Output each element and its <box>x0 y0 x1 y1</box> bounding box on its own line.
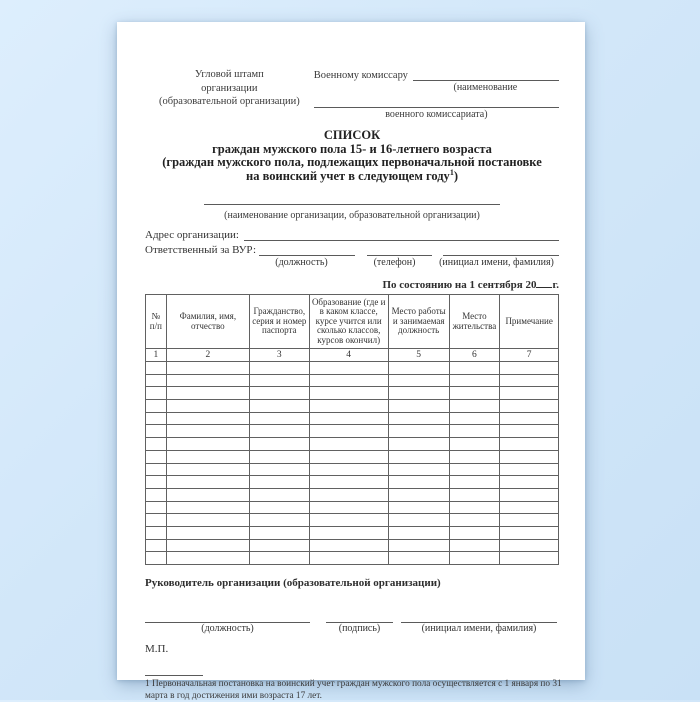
roster-empty-cell <box>166 412 249 425</box>
roster-empty-cell <box>388 552 449 565</box>
roster-empty-cell <box>449 514 500 527</box>
column-number-cell: 5 <box>388 349 449 362</box>
roster-empty-cell <box>500 501 559 514</box>
roster-empty-cell <box>250 501 309 514</box>
signature-sign-caption: (подпись) <box>338 623 381 634</box>
column-number-cell: 6 <box>449 349 500 362</box>
roster-empty-row <box>146 539 559 552</box>
roster-empty-cell <box>309 400 388 413</box>
roster-empty-row <box>146 438 559 451</box>
roster-empty-cell <box>166 374 249 387</box>
roster-empty-row <box>146 526 559 539</box>
roster-empty-cell <box>250 387 309 400</box>
roster-empty-cell <box>250 488 309 501</box>
name-blank <box>443 243 559 256</box>
organization-name-blank <box>204 200 500 205</box>
roster-empty-cell <box>309 387 388 400</box>
roster-empty-cell <box>449 476 500 489</box>
roster-empty-cell <box>250 400 309 413</box>
roster-empty-cell <box>309 450 388 463</box>
roster-empty-cell <box>146 374 167 387</box>
signature-name-field <box>401 610 557 634</box>
roster-head <box>146 295 559 349</box>
roster-empty-cell <box>166 514 249 527</box>
roster-empty-cell <box>250 526 309 539</box>
roster-empty-row <box>146 425 559 438</box>
signature-name-caption: (инициал имени, фамилия) <box>421 623 537 634</box>
roster-empty-cell <box>146 387 167 400</box>
roster-empty-row <box>146 362 559 375</box>
commissar-label: Военному комиссару <box>313 70 408 81</box>
roster-header-row <box>146 295 559 349</box>
stamp-line: (образовательной организации) <box>158 96 300 107</box>
organization-name-caption: (наименование организации, образовательной организации) <box>224 210 480 221</box>
roster-empty-row <box>146 488 559 501</box>
roster-empty-cell <box>500 412 559 425</box>
roster-empty-cell <box>309 362 388 375</box>
roster-empty-row <box>146 450 559 463</box>
roster-empty-row <box>146 501 559 514</box>
column-number-cell: 3 <box>250 349 309 362</box>
roster-empty-cell <box>500 476 559 489</box>
document-title <box>145 129 559 183</box>
name-caption: (инициал имени, фамилия) <box>439 257 554 268</box>
org-fields <box>145 228 559 268</box>
phone-caption: (телефон) <box>373 257 416 268</box>
roster-empty-cell <box>250 539 309 552</box>
as-of-date-line: По состоянию на 1 сентября 20 г. <box>382 279 559 291</box>
roster-empty-cell <box>449 412 500 425</box>
roster-empty-cell <box>250 463 309 476</box>
roster-body <box>146 349 559 565</box>
roster-empty-cell <box>500 488 559 501</box>
roster-empty-row <box>146 412 559 425</box>
signature-position-field <box>145 610 310 634</box>
roster-empty-cell <box>309 476 388 489</box>
roster-empty-cell <box>449 552 500 565</box>
responsible-captions <box>145 257 559 268</box>
signature-name-blank <box>401 610 557 623</box>
roster-empty-cell <box>146 539 167 552</box>
roster-empty-cell <box>309 463 388 476</box>
roster-empty-cell <box>388 425 449 438</box>
address-label: Адрес организации: <box>145 229 239 241</box>
roster-empty-cell <box>250 552 309 565</box>
roster-empty-cell <box>449 400 500 413</box>
roster-empty-cell <box>388 526 449 539</box>
roster-empty-cell <box>146 463 167 476</box>
roster-empty-row <box>146 476 559 489</box>
commissar-block <box>314 68 559 120</box>
roster-empty-cell <box>166 450 249 463</box>
year-blank <box>536 277 552 288</box>
title-line-3: (граждан мужского пола, подлежащих первоначальной постановке <box>162 155 542 169</box>
roster-empty-cell <box>500 374 559 387</box>
roster-empty-cell <box>449 539 500 552</box>
roster-empty-cell <box>388 438 449 451</box>
page-header <box>145 68 559 120</box>
roster-empty-cell <box>166 526 249 539</box>
roster-column-header: Место работы и занимаемая должность <box>388 295 449 349</box>
roster-empty-cell <box>250 450 309 463</box>
roster-empty-cell <box>166 362 249 375</box>
roster-empty-cell <box>166 539 249 552</box>
roster-empty-cell <box>146 412 167 425</box>
roster-empty-cell <box>388 362 449 375</box>
title-line-4: на воинский учет в следующем году$^1$) <box>246 167 458 183</box>
roster-empty-cell <box>309 514 388 527</box>
roster-empty-cell <box>500 514 559 527</box>
roster-empty-cell <box>449 501 500 514</box>
title-line-2: граждан мужского пола 15- и 16-летнего возраста <box>212 141 492 156</box>
signature-sign-blank <box>326 610 393 623</box>
responsible-label: Ответственный за ВУР: <box>145 244 256 256</box>
director-label: Руководитель организации (образовательной организации) <box>145 577 441 589</box>
stamp-line: организации <box>201 82 258 94</box>
roster-empty-cell <box>166 501 249 514</box>
roster-empty-cell <box>250 476 309 489</box>
roster-empty-cell <box>166 387 249 400</box>
footnote-ref: 1 <box>449 167 454 177</box>
phone-blank <box>367 243 432 256</box>
position-caption: (должность) <box>275 257 328 268</box>
column-number-cell: 7 <box>500 349 559 362</box>
roster-empty-cell <box>388 400 449 413</box>
roster-empty-cell <box>388 514 449 527</box>
roster-empty-cell <box>388 450 449 463</box>
roster-empty-cell <box>388 476 449 489</box>
roster-column-header: Гражданство, серия и номер паспорта <box>250 295 309 349</box>
roster-empty-cell <box>250 412 309 425</box>
signature-position-caption: (должность) <box>201 623 254 634</box>
roster-empty-cell <box>388 374 449 387</box>
roster-empty-cell <box>309 438 388 451</box>
signature-row <box>145 610 559 634</box>
roster-empty-cell <box>500 387 559 400</box>
roster-empty-cell <box>388 387 449 400</box>
address-blank <box>244 228 559 241</box>
roster-empty-cell <box>146 450 167 463</box>
roster-empty-cell <box>146 438 167 451</box>
roster-empty-cell <box>146 488 167 501</box>
roster-empty-cell <box>166 476 249 489</box>
roster-empty-cell <box>166 438 249 451</box>
roster-empty-cell <box>250 362 309 375</box>
roster-empty-cell <box>146 362 167 375</box>
roster-empty-cell <box>309 526 388 539</box>
roster-empty-row <box>146 514 559 527</box>
roster-column-header: Место жительства <box>449 295 500 349</box>
stamp-line: Угловой штамп <box>194 69 264 80</box>
roster-empty-row <box>146 552 559 565</box>
roster-empty-cell <box>146 514 167 527</box>
roster-column-header: Фамилия, имя, отчество <box>166 295 249 349</box>
commissar-name-blank <box>413 68 559 81</box>
roster-empty-cell <box>449 374 500 387</box>
roster-empty-cell <box>500 400 559 413</box>
commissariat-blank <box>314 93 559 108</box>
roster-column-header: Примечание <box>500 295 559 349</box>
roster-empty-cell <box>309 539 388 552</box>
roster-empty-cell <box>166 488 249 501</box>
roster-empty-cell <box>250 438 309 451</box>
roster-empty-cell <box>166 400 249 413</box>
signature-position-blank <box>145 610 310 623</box>
roster-empty-cell <box>309 425 388 438</box>
roster-empty-cell <box>500 463 559 476</box>
roster-empty-cell <box>146 476 167 489</box>
column-number-cell: 2 <box>166 349 249 362</box>
roster-empty-cell <box>250 425 309 438</box>
roster-empty-cell <box>500 450 559 463</box>
roster-empty-row <box>146 374 559 387</box>
footnote-separator <box>145 674 203 676</box>
roster-empty-cell <box>449 463 500 476</box>
corner-stamp-block <box>145 68 314 109</box>
form-page <box>117 22 585 701</box>
roster-empty-cell <box>449 387 500 400</box>
roster-empty-cell <box>309 488 388 501</box>
footnote-text: 1 Первоначальная постановка на воинский учет граждан мужского пола осуществляется с 1 января по 31 марта в год достижения ими возраста 17 лет. <box>145 679 562 701</box>
roster-column-header: № п/п <box>146 295 167 349</box>
roster-empty-cell <box>500 362 559 375</box>
roster-empty-cell <box>449 526 500 539</box>
roster-table <box>145 294 559 565</box>
roster-empty-cell <box>250 374 309 387</box>
commissar-caption-1: (наименование <box>453 82 518 93</box>
roster-empty-cell <box>388 412 449 425</box>
roster-empty-cell <box>500 526 559 539</box>
commissar-caption-2: военного комиссариата) <box>385 109 488 120</box>
roster-empty-cell <box>388 463 449 476</box>
roster-empty-cell <box>146 526 167 539</box>
roster-empty-cell <box>166 425 249 438</box>
roster-empty-cell <box>146 425 167 438</box>
roster-empty-cell <box>166 463 249 476</box>
roster-empty-cell <box>309 552 388 565</box>
roster-empty-cell <box>388 539 449 552</box>
roster-empty-cell <box>449 362 500 375</box>
stamp-place-mark: М.П. <box>145 643 169 655</box>
roster-empty-cell <box>309 374 388 387</box>
roster-empty-row <box>146 463 559 476</box>
roster-empty-row <box>146 400 559 413</box>
signature-sign-field <box>326 610 393 634</box>
roster-empty-cell <box>500 438 559 451</box>
roster-empty-cell <box>449 425 500 438</box>
roster-empty-row <box>146 387 559 400</box>
roster-empty-cell <box>146 501 167 514</box>
roster-empty-cell <box>146 400 167 413</box>
organization-name-field <box>145 192 559 221</box>
column-number-cell: 1 <box>146 349 167 362</box>
roster-column-header: Образование (где и в каком классе, курсе учится или сколько классов, курсов окончил) <box>309 295 388 349</box>
roster-empty-cell <box>309 412 388 425</box>
roster-empty-cell <box>146 552 167 565</box>
roster-empty-cell <box>388 501 449 514</box>
roster-empty-cell <box>449 438 500 451</box>
footnote <box>145 674 562 702</box>
column-number-cell: 4 <box>309 349 388 362</box>
roster-empty-cell <box>388 488 449 501</box>
roster-empty-cell <box>500 425 559 438</box>
roster-empty-cell <box>449 450 500 463</box>
roster-empty-cell <box>309 501 388 514</box>
title-line-1: СПИСОК <box>323 128 381 142</box>
roster-empty-cell <box>166 552 249 565</box>
position-blank <box>259 243 355 256</box>
roster-empty-cell <box>449 488 500 501</box>
roster-empty-cell <box>250 514 309 527</box>
roster-number-row <box>146 349 559 362</box>
roster-empty-cell <box>500 539 559 552</box>
roster-empty-cell <box>500 552 559 565</box>
